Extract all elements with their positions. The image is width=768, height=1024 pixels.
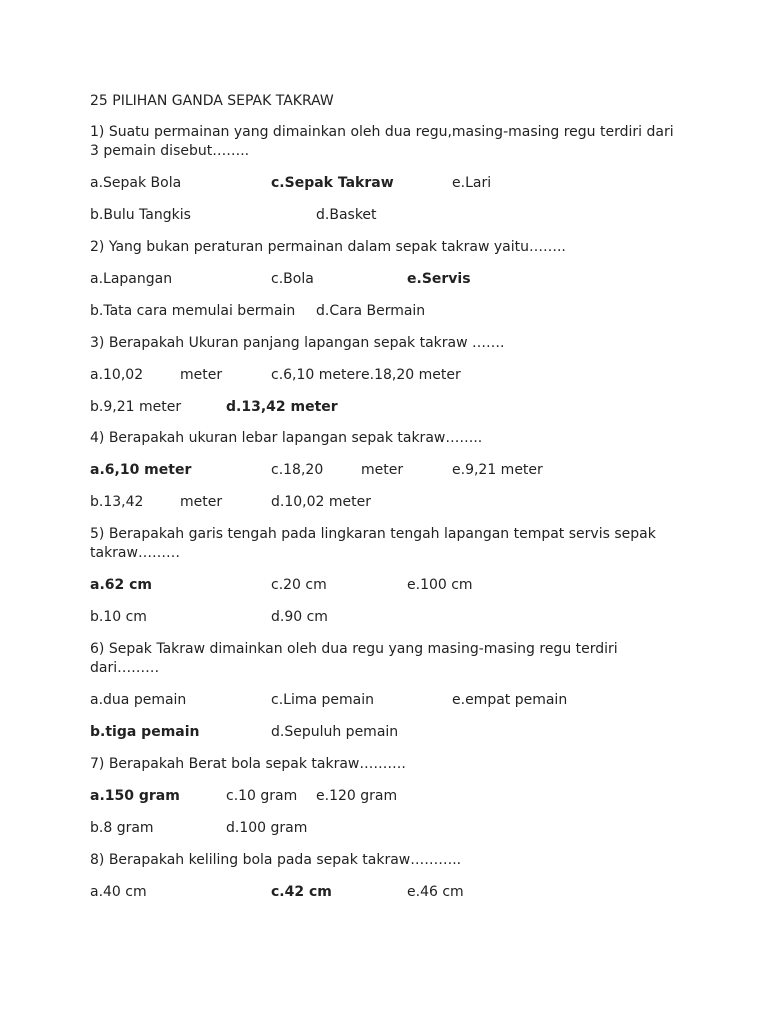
option-4c-unit: meter [361, 462, 404, 478]
option-3c: c.6,10 meter [271, 367, 361, 383]
option-4a-answer: a.6,10 meter [90, 462, 192, 478]
option-6b-answer: b.tiga pemain [90, 724, 200, 740]
option-4b-unit: meter [180, 494, 223, 510]
option-2e-answer: e.Servis [407, 271, 471, 287]
option-3e: e.18,20 meter [361, 367, 461, 383]
option-8c-answer: c.42 cm [271, 884, 332, 900]
option-1e: e.Lari [452, 175, 492, 191]
option-3a-unit: meter [180, 367, 223, 383]
option-7a-answer: a.150 gram [90, 788, 180, 804]
option-7c: c.10 gram [226, 788, 298, 804]
option-2d: d.Cara Bermain [316, 303, 426, 319]
option-5c: c.20 cm [271, 577, 327, 593]
option-6d: d.Sepuluh pemain [271, 724, 399, 740]
option-1c-answer: c.Sepak Takraw [271, 175, 394, 191]
question-2: 2) Yang bukan peraturan permainan dalam sepak takraw yaitu…….. [90, 239, 566, 255]
option-7d: d.100 gram [226, 820, 308, 836]
option-4b: b.13,42 [90, 494, 144, 510]
option-8a: a.40 cm [90, 884, 147, 900]
option-6c: c.Lima pemain [271, 692, 374, 708]
document-title: 25 PILIHAN GANDA SEPAK TAKRAW [90, 93, 334, 109]
option-3b: b.9,21 meter [90, 399, 182, 415]
question-7: 7) Berapakah Berat bola sepak takraw………. [90, 756, 406, 772]
option-8e: e.46 cm [407, 884, 464, 900]
option-5d: d.90 cm [271, 609, 328, 625]
option-1d: d.Basket [316, 207, 377, 223]
option-6e: e.empat pemain [452, 692, 568, 708]
option-2b: b.Tata cara memulai bermain [90, 303, 296, 319]
option-2a: a.Lapangan [90, 271, 173, 287]
option-4e: e.9,21 meter [452, 462, 543, 478]
option-4d: d.10,02 meter [271, 494, 371, 510]
option-7e: e.120 gram [316, 788, 398, 804]
option-2c: c.Bola [271, 271, 314, 287]
question-8: 8) Berapakah keliling bola pada sepak takraw……….. [90, 852, 462, 868]
option-4c: c.18,20 [271, 462, 324, 478]
option-3a: a.10,02 [90, 367, 144, 383]
option-5a-answer: a.62 cm [90, 577, 153, 593]
option-1a: a.Sepak Bola [90, 175, 182, 191]
option-1b: b.Bulu Tangkis [90, 207, 191, 223]
question-5: 5) Berapakah garis tengah pada lingkaran tengah lapangan tempat servis sepak takraw……… [90, 526, 656, 561]
question-6: 6) Sepak Takraw dimainkan oleh dua regu yang masing-masing regu terdiri dari……… [90, 641, 618, 676]
question-3: 3) Berapakah Ukuran panjang lapangan sepak takraw ……. [90, 335, 505, 351]
option-3d-answer: d.13,42 meter [226, 399, 338, 415]
question-4: 4) Berapakah ukuran lebar lapangan sepak takraw…….. [90, 430, 483, 446]
question-1: 1) Suatu permainan yang dimainkan oleh dua regu,masing-masing regu terdiri dari 3 pemain disebut…….. [90, 124, 674, 159]
option-7b: b.8 gram [90, 820, 154, 836]
option-5b: b.10 cm [90, 609, 147, 625]
option-6a: a.dua pemain [90, 692, 187, 708]
option-5e: e.100 cm [407, 577, 473, 593]
